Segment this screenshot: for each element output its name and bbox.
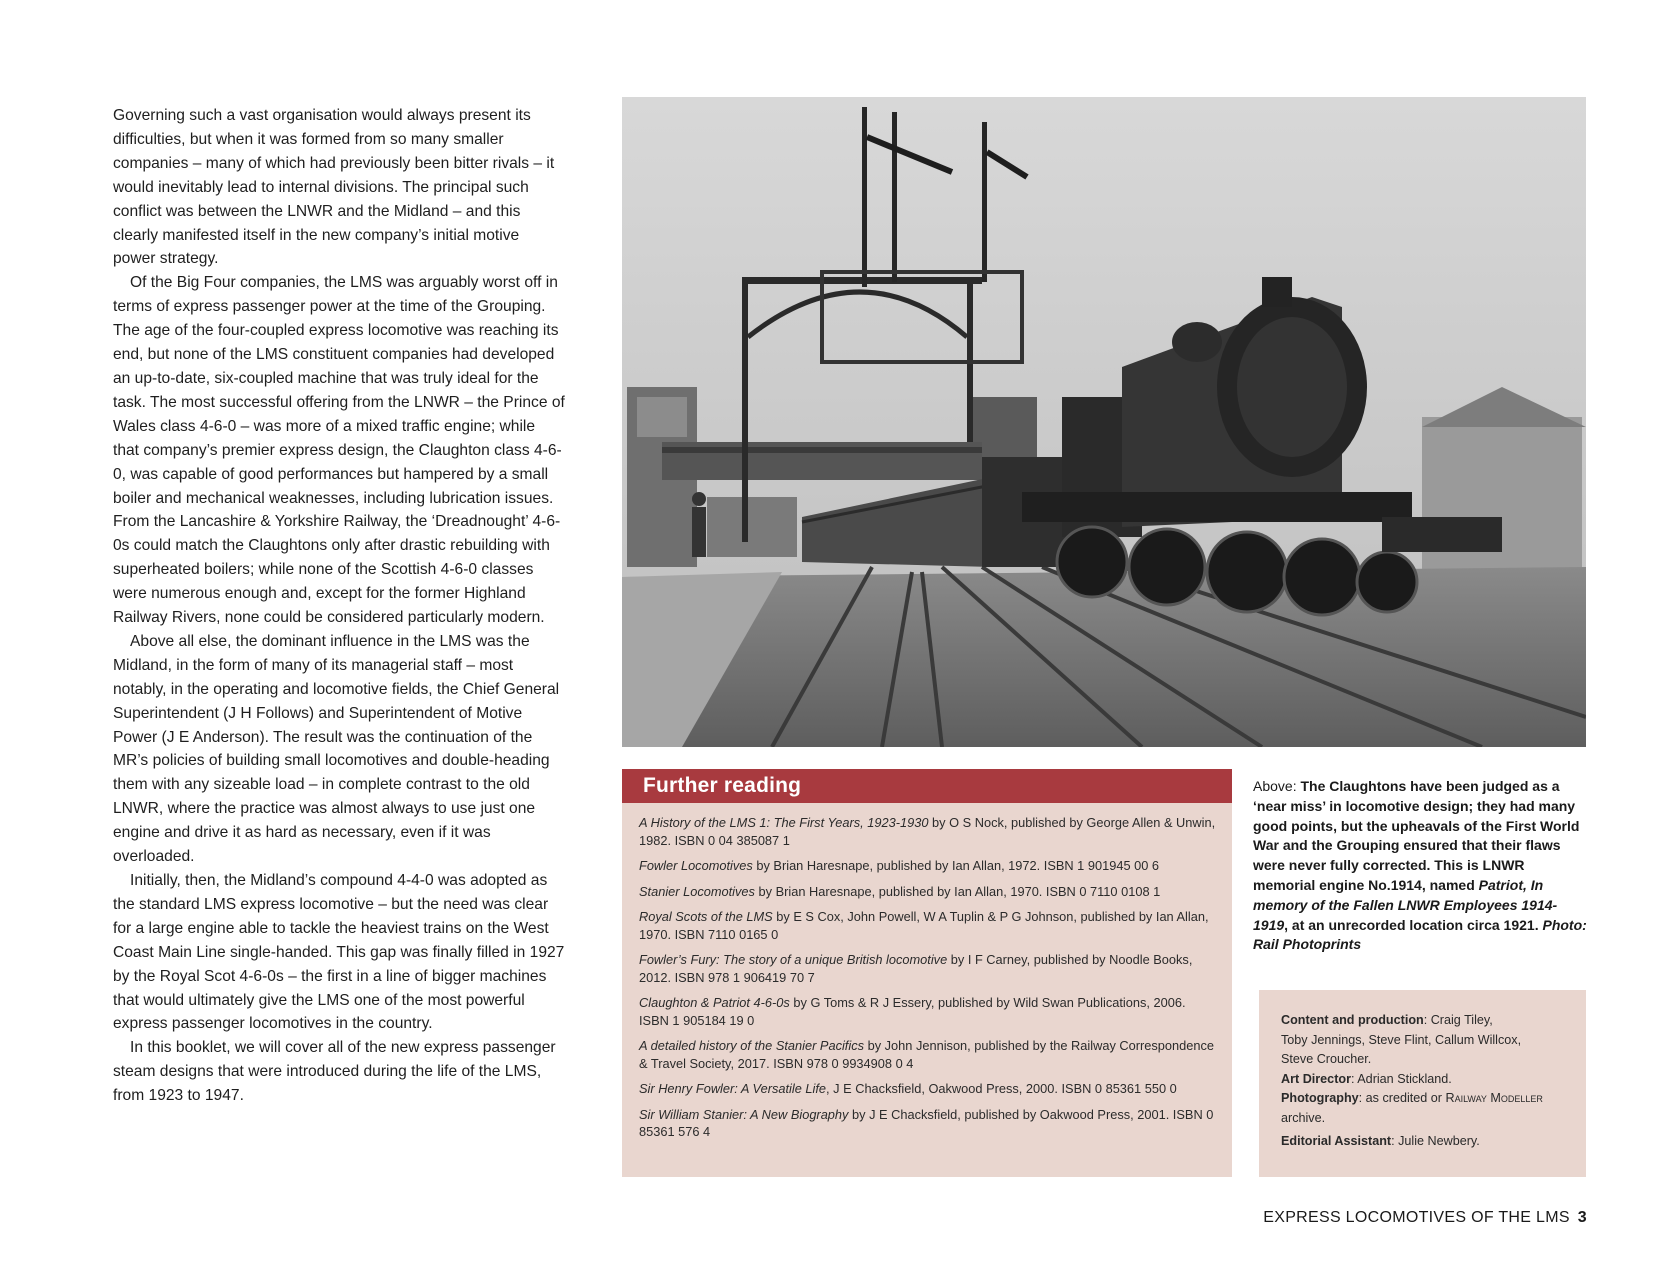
reading-item-details: by E S Cox, John Powell, W A Tuplin & P G Johnson, published by Ian Allan, 1970. ISBN 7110 0165 0 — [639, 909, 1209, 942]
reading-item — [639, 951, 1218, 986]
reading-item-details: by John Jennison, published by the Railway Correspondence & Travel Society, 2017. ISBN 978 0 9934908 0 4 — [639, 1038, 1215, 1071]
credits-content-line: Toby Jennings, Steve Flint, Callum Willcox, — [1281, 1032, 1522, 1047]
reading-item-details: by I F Carney, published by Noodle Books, 2012. ISBN 978 1 906419 70 7 — [639, 952, 1193, 985]
reading-item — [639, 814, 1218, 849]
body-paragraph: Initially, then, the Midland’s compound 4-4-0 was adopted as the standard LMS express locomotive – but the need was clear for a large engine able to tackle the heaviest trains on the West Coast Main Line single-handed. This gap was finally filled in 1927 by the Royal Scot 4-6-0s – the first in a line of bigger machines that would ultimately give the LMS one of the most powerful express passenger locomotives in the country. — [113, 872, 565, 1033]
reading-item-details: , J E Chacksfield, Oakwood Press, 2000. ISBN 0 85361 550 0 — [826, 1081, 1177, 1096]
reading-item-title: A History of the LMS 1: The First Years, 1923-1930 — [639, 815, 929, 830]
reading-item — [639, 1106, 1218, 1141]
reading-item — [639, 994, 1218, 1029]
body-paragraph: Above all else, the dominant influence in the LMS was the Midland, in the form of many of its managerial staff – most notably, in the operating and locomotive fields, the Chief General Superintendent (J H Follows) and Superintendent of Motive Power (J E Anderson). The result was the continuation of the MR’s policies of building small locomotives and double-heading them with any sizeable load – in complete contrast to the old LNWR, where the practice was almost always to use just one engine and drive it as hard as necessary, even if it was overloaded. — [113, 632, 560, 866]
body-paragraph: In this booklet, we will cover all of the new express passenger steam designs that were introduced during the life of the LMS, from 1923 to 1947. — [113, 1039, 556, 1105]
locomotive-photo-illustration — [622, 97, 1586, 747]
body-paragraph: Of the Big Four companies, the LMS was arguably worst off in terms of express passenger power at the time of the Grouping. The age of the four-coupled express locomotive was reaching its end, but none of the LMS constituent companies had developed an up-to-date, six-coupled machine that was truly ideal for the task. The most successful offering from the LNWR – the Prince of Wales class 4-6-0 – was more of a mixed traffic engine; while that company’s premier express design, the Claughton class 4-6-0, was capable of good performances but hampered by a small boiler and mechanical weaknesses, including lubrication issues. From the Lancashire & Yorkshire Railway, the ‘Dreadnought’ 4-6-0s could match the Claughtons only after drastic rebuilding with superheated boilers; while none of the Scottish 4-6-0 classes were numerous enough and, except for the former Highland Railway Rivers, none could be considered particularly modern. — [113, 274, 565, 627]
reading-item-details: by Brian Haresnape, published by Ian Allan, 1972. ISBN 1 901945 00 6 — [752, 858, 1160, 873]
credits-editorial-value: : Julie Newbery. — [1391, 1133, 1480, 1148]
credits-content-value: : Craig Tiley, — [1423, 1013, 1493, 1027]
credits-photo-label: Photography — [1281, 1091, 1359, 1106]
further-reading-panel — [622, 769, 1232, 1177]
reading-item — [639, 908, 1218, 943]
reading-item-title: Claughton & Patriot 4-6-0s — [639, 995, 790, 1010]
page-number: 3 — [1577, 1209, 1587, 1226]
further-reading-title: Further reading — [622, 769, 1232, 803]
credits-art-label: Art Director — [1281, 1071, 1351, 1086]
page-footer — [1263, 1209, 1587, 1227]
reading-item-title: Sir William Stanier: A New Biography — [639, 1106, 849, 1122]
body-paragraph: Governing such a vast organisation would always present its difficulties, but when it was formed from so many smaller companies – many of which had previously been bitter rivals – it would inevitably lead to internal divisions. The principal such conflict was between the LNWR and the Midland – and this clearly manifested itself in the new company’s initial motive power strategy. — [113, 107, 555, 268]
reading-item-details: by Brian Haresnape, published by Ian Allan, 1970. ISBN 0 7110 0108 1 — [754, 883, 1161, 899]
credits-art-value: : Adrian Stickland. — [1350, 1071, 1452, 1086]
reading-item-details: by G Toms & R J Essery, published by Wild Swan Publications, 2006. ISBN 1 905184 19 0 — [639, 995, 1186, 1028]
reading-item-details: by O S Nock, published by George Allen & Unwin, 1982. ISBN 0 04 385087 1 — [639, 815, 1216, 848]
caption-text-end: , at an unrecorded location circa 1921. — [1284, 916, 1543, 933]
caption-photo-credit: Photo: Rail Photoprints — [1253, 916, 1587, 953]
credits-archive: archive. — [1281, 1110, 1326, 1125]
credits-photo-value: : as credited or — [1358, 1091, 1446, 1106]
reading-item-title: Fowler Locomotives — [639, 858, 753, 873]
reading-item-title: Royal Scots of the LMS — [639, 909, 773, 924]
reading-item-title: Fowler’s Fury: The story of a unique British locomotive — [639, 952, 948, 967]
credits-archive-name: Railway Modeller — [1445, 1091, 1543, 1106]
reading-item — [639, 1037, 1218, 1072]
credits-editorial-label: Editorial Assistant — [1281, 1133, 1392, 1148]
body-text — [113, 104, 565, 1108]
reading-item-title: Sir Henry Fowler: A Versatile Life — [639, 1081, 827, 1096]
caption-text: The Claughtons have been judged as a ‘near miss’ in locomotive design; they had many good points, but the upheavals of the First World War and the Grouping ensured that their flaws were never fully corrected. This is LNWR memorial engine No.1914, named — [1253, 778, 1580, 893]
footer-title: EXPRESS LOCOMOTIVES OF THE LMS — [1263, 1209, 1570, 1226]
photo-caption — [1253, 777, 1587, 955]
caption-prefix: Above: — [1253, 778, 1301, 794]
reading-item — [639, 883, 1218, 901]
reading-item-details: by J E Chacksfield, published by Oakwood Press, 2001. ISBN 0 85361 576 4 — [639, 1106, 1214, 1139]
reading-item-title: A detailed history of the Stanier Pacifics — [639, 1038, 865, 1053]
reading-item — [639, 1080, 1218, 1098]
further-reading-list — [622, 803, 1232, 1141]
credits-content-label: Content and production — [1281, 1013, 1424, 1027]
locomotive-photo — [622, 97, 1586, 747]
credits-panel — [1259, 990, 1586, 1177]
credits-content-line: Steve Croucher. — [1281, 1052, 1372, 1067]
reading-item — [639, 857, 1218, 875]
caption-engine-name: Patriot, In memory of the Fallen LNWR Employees 1914-1919 — [1253, 876, 1558, 933]
reading-item-title: Stanier Locomotives — [639, 883, 755, 899]
